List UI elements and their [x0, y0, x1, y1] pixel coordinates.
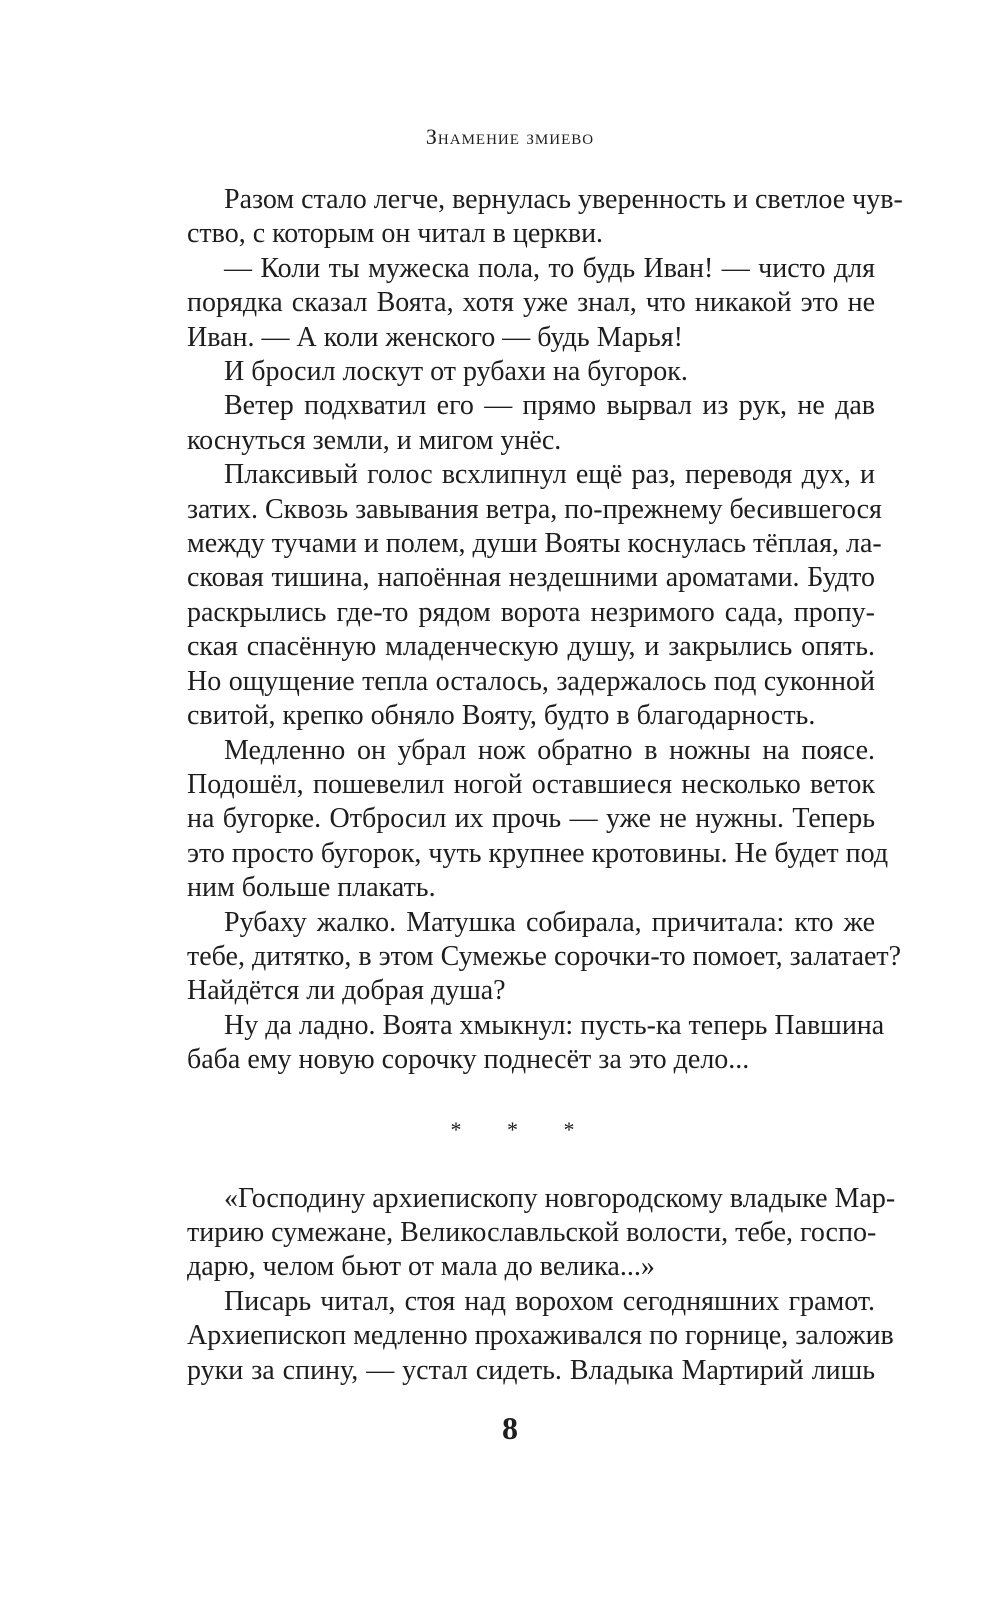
text-line: Писарь читал, стоя над ворохом сегодняшних грамот.: [224, 1285, 875, 1317]
text-line: на бугорке. Отбросил их прочь — уже не нужны. Теперь: [187, 803, 875, 835]
text-line: тебе, дитятко, в этом Сумежье сорочки-то помоет, залатает?: [187, 940, 902, 972]
paragraph: [150, 389, 875, 458]
text-line: Ветер подхватил его — прямо вырвал из рук, не дав: [224, 390, 875, 422]
paragraph: [150, 1285, 894, 1388]
text-line: ская спасённую младенческую душу, и закрылись опять.: [187, 631, 875, 663]
paragraph: [150, 355, 875, 389]
text-line: раскрылись где-то рядом ворота незримого сада, пропу-: [187, 596, 875, 628]
page-number: 8: [502, 1410, 518, 1446]
running-head: Знамение змиево: [425, 124, 595, 149]
text-line: тирию сумежане, Великославльской волости, тебе, госпо-: [187, 1216, 877, 1248]
paragraph: [150, 252, 875, 355]
text-line: коснуться земли, и мигом унёс.: [187, 424, 562, 456]
text-line: Разом стало легче, вернулась уверенность и светлое чув-: [224, 184, 903, 215]
text-line: свитой, крепко обняло Вояту, будто в благодарность.: [187, 700, 816, 732]
paragraph: [150, 1182, 896, 1285]
text-line: Медленно он убрал нож обратно в ножны на поясе.: [224, 734, 875, 766]
text-line: Ну да ладно. Воята хмыкнул: пусть-ка теперь Павшина: [224, 1009, 885, 1041]
text-line: ство, с которым он читал в церкви.: [187, 218, 604, 250]
text-line: Но ощущение тепла осталось, задержалось под суконной: [187, 665, 875, 697]
text-line: затих. Сквозь завывания ветра, по-прежнему бесившегося: [187, 493, 882, 525]
paragraph: [150, 906, 902, 1009]
text-line: Архиепископ медленно прохаживался по горнице, заложив: [187, 1320, 894, 1352]
text-line: порядка сказал Воята, хотя уже знал, что никакой это не: [187, 287, 875, 319]
body-text: [150, 183, 903, 1388]
text-line: это просто бугорок, чуть крупнее кротовины. Не будет под: [187, 837, 889, 869]
text-line: — Коли ты мужеска пола, то будь Иван! — чисто для: [224, 252, 875, 284]
text-line: Найдётся ли добрая душа?: [187, 975, 506, 1007]
text-line: сковая тишина, напоённая нездешними ароматами. Будто: [187, 562, 875, 594]
text-line: ним больше плакать.: [187, 872, 436, 904]
text-line: баба ему новую сорочку поднесёт за это дело...: [187, 1044, 750, 1076]
text-line: «Господину архиепископу новгородскому владыке Мар-: [224, 1182, 896, 1214]
text-line: Плаксивый голос всхлипнул ещё раз, переводя дух, и: [224, 459, 875, 491]
scene-break-asterisks: * * *: [450, 1116, 595, 1142]
text-line: И бросил лоскут от рубахи на бугорок.: [224, 356, 688, 388]
text-line: Рубаху жалко. Матушка собирала, причитала: кто же: [224, 906, 875, 938]
paragraph: [150, 1009, 885, 1078]
text-line: между тучами и полем, души Вояты коснулась тёплая, ла-: [187, 528, 882, 560]
text-line: дарю, челом бьют от мала до велика...»: [187, 1251, 655, 1283]
paragraph: [150, 458, 882, 733]
text-line: Подошёл, пошевелил ногой оставшиеся несколько веток: [187, 768, 875, 800]
text-line: Иван. — А коли женского — будь Марья!: [187, 321, 683, 353]
paragraph: [150, 183, 903, 252]
paragraph: [150, 734, 889, 906]
text-line: руки за спину, — устал сидеть. Владыка Мартирий лишь: [187, 1354, 875, 1386]
